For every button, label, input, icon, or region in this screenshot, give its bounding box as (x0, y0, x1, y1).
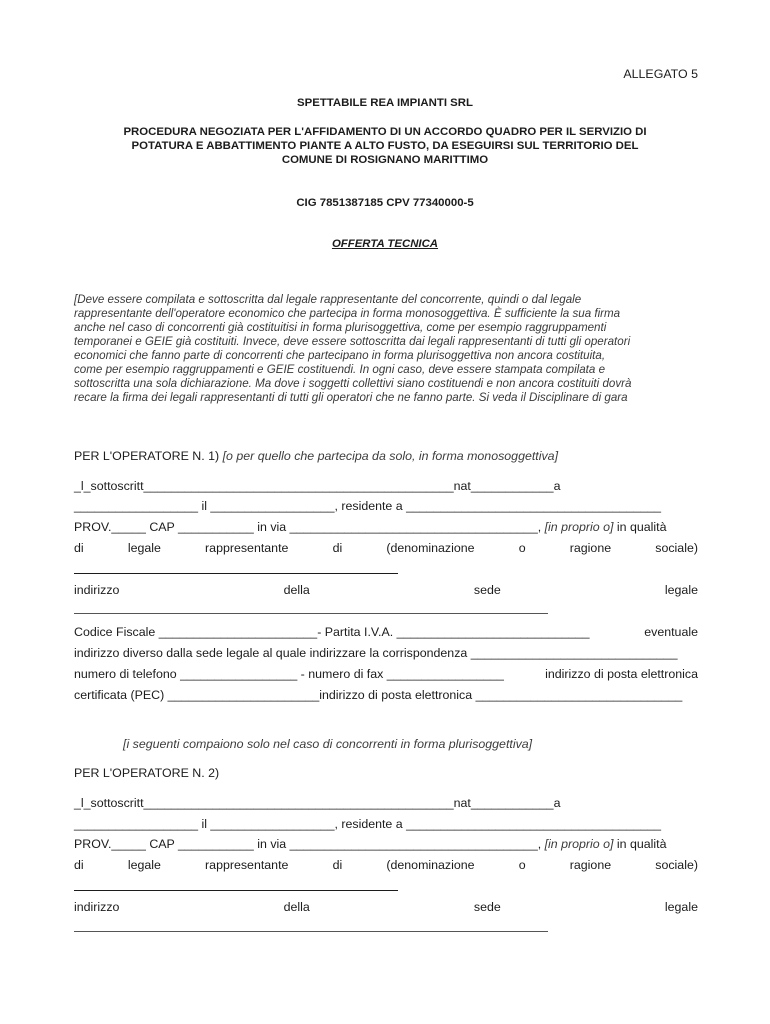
instructions-line-4: temporanei e GEIE già costituiti. Invece, deve essere sottoscritta dai legali rappresentanti di tutti gli operatori (74, 335, 631, 348)
codice-fiscale-field: Codice Fiscale _______________________- Partita I.V.A. ____________________________ (74, 625, 590, 639)
cig-code: CIG 7851387185 CPV 77340000-5 (296, 197, 474, 209)
operator2-prov-row[interactable] (74, 837, 698, 852)
word: ragione (569, 541, 612, 555)
word: legale (664, 583, 698, 597)
operator2-indirizzo-line[interactable] (74, 931, 548, 932)
word: di (74, 541, 84, 555)
word: di (74, 858, 84, 872)
word: di (332, 858, 343, 872)
word: (denominazione (386, 541, 475, 555)
word: legale (127, 858, 161, 872)
operator1-indirizzo-row (74, 583, 698, 598)
operator2-denominazione-line[interactable] (74, 890, 398, 891)
plurisoggettiva-note: [i seguenti compaiono solo nel caso di concorrenti in forma plurisoggettiva] (123, 737, 533, 751)
procedure-line-3: COMUNE DI ROSIGNANO MARITTIMO (281, 154, 489, 166)
operator1-heading: PER L'OPERATORE N. 1) (74, 449, 220, 463)
operator2-nato-il-field[interactable]: __________________ il __________________, residente a _____________________________________ (74, 817, 662, 831)
operator2-prov-fields: PROV._____ CAP ___________ in via ____________________________________, (74, 837, 545, 851)
instructions-line-6: come per esempio raggruppamenti e GEIE costituendi. In ogni caso, deve essere stampata compilata e (74, 363, 606, 376)
operator2-sottoscritto-field[interactable]: _l_sottoscritt_____________________________________________nat____________a (74, 796, 561, 810)
operator1-in-qualita: in qualità (613, 520, 667, 534)
word: indirizzo (74, 900, 120, 914)
word: o (518, 541, 526, 555)
recipient: SPETTABILE REA IMPIANTI SRL (297, 97, 473, 109)
operator1-indirizzo-diverso-field[interactable]: indirizzo diverso dalla sede legale al quale indirizzare la corrispondenza ______________________________ (74, 646, 678, 660)
word: o (518, 858, 526, 872)
word: della (283, 900, 310, 914)
instructions-line-3: anche nel caso di concorrenti già costituitisi in forma plurisoggettiva, come per esempio raggruppamenti (74, 321, 607, 334)
word: della (283, 583, 310, 597)
eventuale-label: eventuale (644, 625, 698, 639)
operator2-indirizzo-row (74, 900, 698, 915)
word: indirizzo (74, 583, 120, 597)
operator1-qualita-row (74, 541, 698, 556)
procedure-line-1: PROCEDURA NEGOZIATA PER L'AFFIDAMENTO DI UN ACCORDO QUADRO PER IL SERVIZIO DI (123, 126, 647, 138)
word: di (332, 541, 343, 555)
operator2-in-proprio: [in proprio o] (544, 837, 614, 851)
instructions-line-7: sottoscritta una sola dichiarazione. Ma dove i soggetti collettivi siano costituendi e non ancora costituiti dovrà (74, 377, 632, 390)
operator1-prov-row[interactable] (74, 520, 698, 535)
operator2-in-qualita: in qualità (613, 837, 667, 851)
operator1-sottoscritto-field[interactable]: _l_sottoscritt_____________________________________________nat____________a (74, 479, 561, 493)
operator1-denominazione-line[interactable] (74, 573, 398, 574)
instructions-line-8: recare la firma dei legali rappresentanti di tutti gli operatori che ne fanno parte. Si veda il Disciplinare di gara (74, 391, 628, 404)
operator1-heading-row (74, 449, 698, 464)
word: (denominazione (386, 858, 475, 872)
operator1-in-proprio: [in proprio o] (544, 520, 614, 534)
instructions-line-1: [Deve essere compilata e sottoscritta dal legale rappresentante del concorrente, quindi o dal legale (74, 293, 582, 306)
operator1-note: [o per quello che partecipa da solo, in forma monosoggettiva] (222, 449, 559, 463)
allegato-label: ALLEGATO 5 (623, 67, 698, 81)
document-title: OFFERTA TECNICA (331, 238, 439, 250)
word: rappresentante (205, 858, 289, 872)
word: legale (127, 541, 161, 555)
operator1-nato-il-field[interactable]: __________________ il __________________, residente a _____________________________________ (74, 499, 662, 513)
operator1-codice-fiscale-row[interactable] (74, 625, 698, 640)
word: sociale) (655, 858, 698, 872)
word: sede (473, 583, 501, 597)
word: sede (473, 900, 501, 914)
word: rappresentante (205, 541, 289, 555)
operator2-qualita-row (74, 858, 698, 873)
operator1-telefono-row[interactable] (74, 667, 698, 682)
word: legale (664, 900, 698, 914)
instructions-line-5: economici che fanno parte di concorrenti che partecipano in forma plurisoggettiva non ancora costituita, (74, 349, 606, 362)
operator1-prov-fields: PROV._____ CAP ___________ in via ____________________________________, (74, 520, 545, 534)
instructions-line-2: rappresentante dell'operatore economico che partecipa in forma monosoggettiva. È sufficiente la sua firma (74, 307, 621, 320)
procedure-line-2: POTATURA E ABBATTIMENTO PIANTE A ALTO FUSTO, DA ESEGUIRSI SUL TERRITORIO DEL (131, 140, 639, 152)
operator1-indirizzo-line[interactable] (74, 613, 548, 614)
telefono-fax-field: numero di telefono _________________ - numero di fax _________________ (74, 667, 504, 681)
operator1-pec-field[interactable]: certificata (PEC) ______________________indirizzo di posta elettronica ______________________________ (74, 688, 683, 702)
operator2-heading: PER L'OPERATORE N. 2) (74, 766, 220, 780)
word: ragione (569, 858, 612, 872)
word: sociale) (655, 541, 698, 555)
posta-elettronica-label: indirizzo di posta elettronica (545, 667, 698, 681)
